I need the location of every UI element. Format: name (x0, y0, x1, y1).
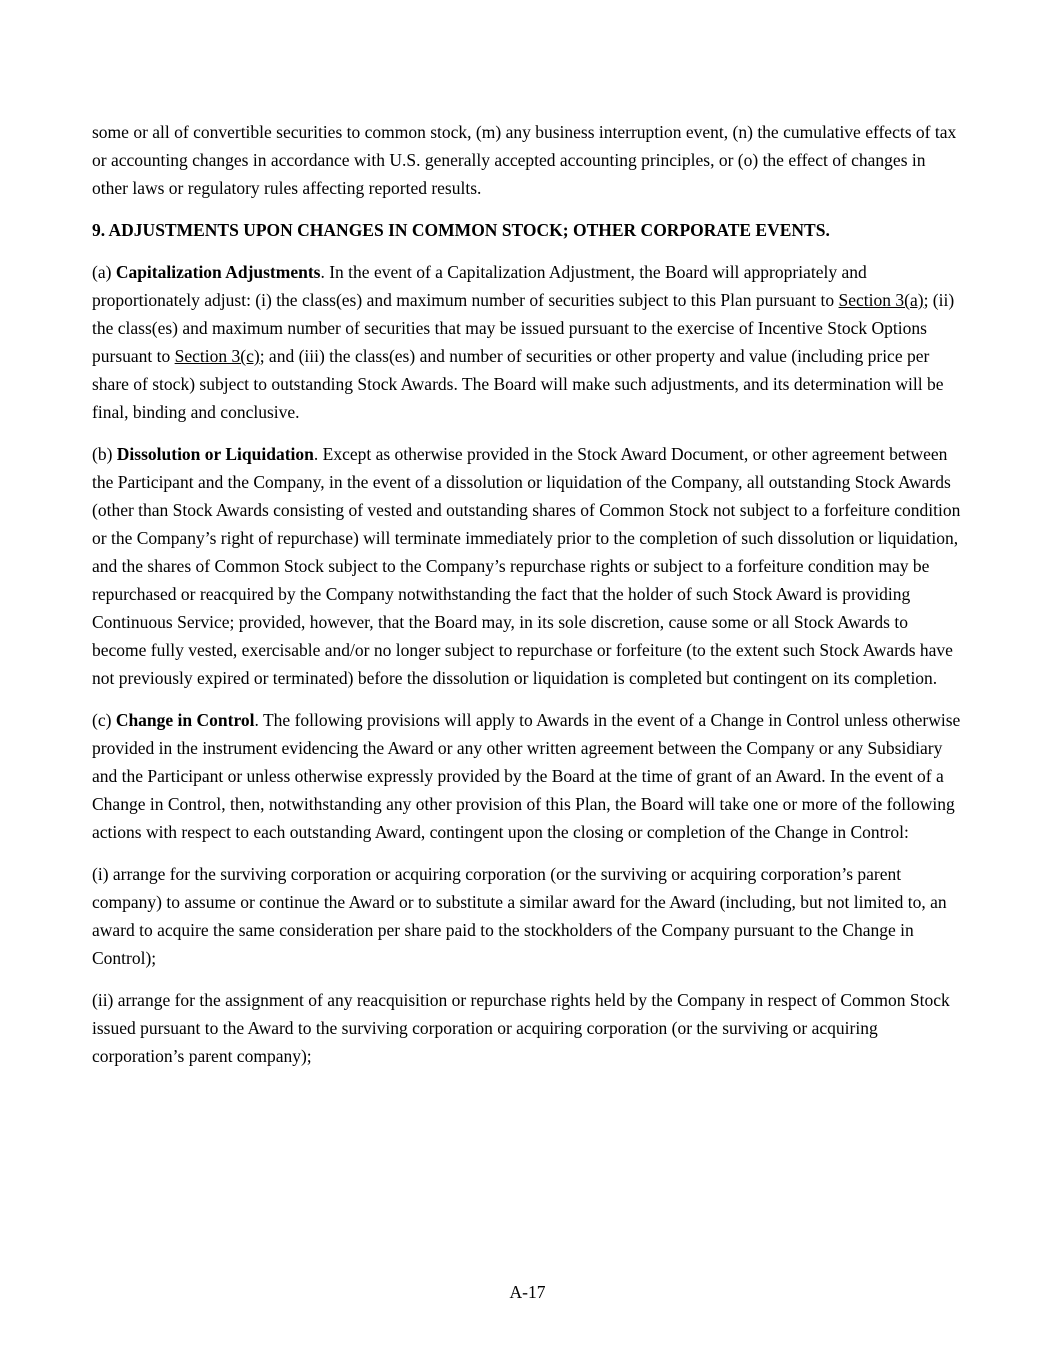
paragraph-romanette-i: (i) arrange for the surviving corporation or acquiring corporation (or the surviving or acquiring corporation’s parent company) to assume or continue the Award or to substitute a similar award for the Award (including, but not limited to, an award to acquire the same consideration per share paid to the stockholders of the Company pursuant to the Change in Control); (92, 864, 947, 968)
clause-b-prefix: (b) (92, 444, 117, 464)
section-3a-reference-link[interactable]: Section 3(a) (838, 290, 924, 310)
page-number: A-17 (509, 1282, 546, 1302)
paragraph-romanette-ii: (ii) arrange for the assignment of any reacquisition or repurchase rights held by the Company in respect of Common Stock issued pursuant to the Award to the surviving corporation or acquiring corporation (or the surviving or acquiring corporation’s parent company); (92, 990, 950, 1066)
clause-a-body-2: ; (ii) the class(es) and maximum number of securities that may be issued pursuant to the exercise of Incentive Stock Options pursuant to (92, 290, 955, 366)
paragraph-dissolution-or-liquidation (92, 440, 963, 692)
clause-a-body-1: . In the event of a Capitalization Adjustment, the Board will appropriately and proportionately adjust: (i) the class(es) and maximum number of securities subject to this Plan pursuant to (92, 262, 867, 310)
clause-a-prefix: (a) (92, 262, 116, 282)
paragraph-change-in-control (92, 706, 963, 846)
clause-c-body: . The following provisions will apply to Awards in the event of a Change in Control unless otherwise provided in the instrument evidencing the Award or any other written agreement between the Company or any Subsidiary and the Participant or unless otherwise expressly provided by the Board at the time of grant of an Award. In the event of a Change in Control, then, notwithstanding any other provision of this Plan, the Board will take one or more of the following actions with respect to each outstanding Award, contingent upon the closing or completion of the Change in Control: (92, 710, 961, 842)
paragraph-intro: some or all of convertible securities to common stock, (m) any business interruption event, (n) the cumulative effects of tax or accounting changes in accordance with U.S. generally accepted accounting principles, or (o) the effect of changes in other laws or regulatory rules affecting reported results. (92, 122, 957, 198)
clause-a-body-3: ; and (iii) the class(es) and number of securities or other property and value (including price per share of stock) subject to outstanding Stock Awards. The Board will make such adjustments, and its determination will be final, binding and conclusive. (92, 346, 944, 422)
clause-c-prefix: (c) (92, 710, 116, 730)
clause-b-body: . Except as otherwise provided in the Stock Award Document, or other agreement between the Participant and the Company, in the event of a dissolution or liquidation of the Company, all outstanding Stock Awards (other than Stock Awards consisting of vested and outstanding shares of Common Stock not subject to a forfeiture condition or the Company’s right of repurchase) will terminate immediately prior to the completion of such dissolution or liquidation, and the shares of Common Stock subject to the Company’s repurchase rights or subject to a forfeiture condition may be repurchased or reacquired by the Company notwithstanding the fact that the holder of such Stock Award is providing Continuous Service; provided, however, that the Board may, in its sole discretion, cause some or all Stock Awards to become fully vested, exercisable and/or no longer subject to repurchase or forfeiture (to the extent such Stock Awards have not previously expired or terminated) before the dissolution or liquidation is completed but contingent on its completion. (92, 444, 961, 688)
clause-a-term: Capitalization Adjustments (115, 262, 321, 282)
section-3c-reference-link[interactable]: Section 3(c) (174, 346, 260, 366)
paragraph-capitalization-adjustments (92, 258, 963, 426)
clause-b-term: Dissolution or Liquidation (116, 444, 314, 464)
clause-c-term: Change in Control (115, 710, 255, 730)
section-9-heading: 9. ADJUSTMENTS UPON CHANGES IN COMMON STOCK; OTHER CORPORATE EVENTS. (92, 220, 830, 240)
